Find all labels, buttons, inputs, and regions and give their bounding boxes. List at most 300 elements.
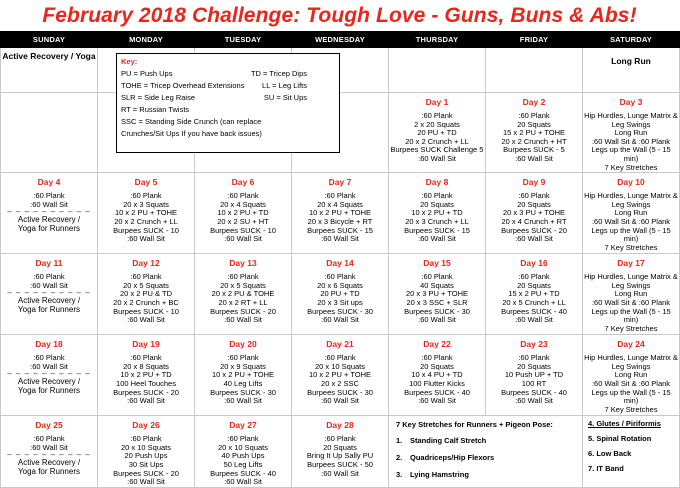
day-cell — [486, 254, 583, 335]
stretch-num: 2. — [396, 453, 403, 463]
day-number: Day 20 — [229, 339, 257, 350]
workout-line: :60 Plank — [227, 191, 259, 201]
key-row — [121, 92, 335, 104]
day-cell — [389, 173, 486, 254]
workout-line: Burpees SUCK - 40 — [501, 387, 567, 397]
stretch-item — [396, 469, 581, 480]
workout-line: 30 Sit Ups — [128, 459, 164, 469]
workout-line: :60 Plank — [518, 111, 550, 120]
workout-line: 7 Key Stretches — [604, 323, 658, 333]
dash-divider: – – – – – – – – – – — [7, 288, 91, 298]
day-cell — [195, 416, 292, 488]
day-cell — [195, 173, 292, 254]
workout-line: :60 Wall Sit — [418, 315, 456, 325]
workout-line: 15 x 2 PU + TD — [508, 289, 560, 299]
workout-line: 10 x 2 PU + TD — [411, 208, 463, 218]
workout-line: :60 Wall Sit — [30, 442, 68, 452]
day-cell — [195, 254, 292, 335]
workout-line: 7 Key Stretches — [604, 404, 658, 414]
workout-lines — [487, 112, 581, 164]
day-number: Day 6 — [231, 177, 255, 188]
calendar-grid — [0, 31, 680, 488]
workout-line: :60 Plank — [421, 111, 453, 120]
workout-lines — [390, 354, 484, 406]
workout-line: :60 Wall Sit — [321, 234, 359, 244]
workout-line: 15 x 2 PU + TOHE — [502, 128, 566, 138]
weekday-header: SUNDAY — [1, 32, 98, 48]
workout-line: :60 Plank — [324, 434, 356, 444]
active-recovery-label: Active Recovery / — [17, 215, 81, 225]
day-number: Day 5 — [134, 177, 158, 188]
workout-line: Bring It Up Sally PU — [306, 451, 374, 461]
workout-line: Hip Hurdles, Lunge Matrix & — [584, 272, 678, 282]
workout-line: Leg Swings — [611, 119, 651, 129]
day-cell — [292, 416, 389, 488]
workout-line: Burpees SUCK - 40 — [404, 387, 470, 397]
workout-line: 20 Squats — [517, 280, 551, 290]
day-cell — [389, 254, 486, 335]
workout-line: 20 x 3 Crunch + LL — [405, 216, 469, 226]
key-row — [121, 128, 335, 140]
day-number: Day 17 — [617, 258, 645, 269]
workout-line: :60 Wall Sit — [418, 153, 456, 163]
workout-line: :60 Plank — [421, 272, 453, 282]
day-number: Day 19 — [132, 339, 160, 350]
page-title: February 2018 Challenge: Tough Love - Guns, Buns & Abs! — [42, 4, 637, 27]
workout-line: :60 Wall Sit — [224, 315, 262, 325]
active-recovery-label: Yoga for Runners — [18, 305, 80, 315]
workout-line: 20 x 3 PU + TOHE — [405, 289, 469, 299]
day-cell — [292, 254, 389, 335]
workout-line: Burpees SUCK - 50 — [307, 459, 373, 469]
workout-line: :60 Wall Sit & :60 Plank — [591, 378, 671, 388]
day-cell — [98, 416, 195, 488]
workout-line: :60 Plank — [421, 191, 453, 201]
key-entry: TOHE = Tricep Overhead Extensions — [121, 81, 245, 90]
workout-line: :60 Wall Sit — [224, 396, 262, 406]
workout-line: 20 Push Ups — [124, 451, 168, 461]
workout-line: 20 x 4 Squats — [220, 199, 266, 209]
workout-line: Long Run — [614, 289, 648, 299]
day-cell — [98, 173, 195, 254]
workout-lines — [99, 192, 193, 244]
day-number: Day 28 — [326, 420, 354, 431]
workout-line: Leg Swings — [611, 199, 651, 209]
workout-line: :60 Plank — [421, 353, 453, 363]
workout-line: Burpees SUCK - 20 — [113, 387, 179, 397]
day-cell — [98, 254, 195, 335]
workout-line: :60 Plank — [227, 434, 259, 444]
day-number: Day 9 — [522, 177, 546, 188]
workout-lines — [390, 273, 484, 325]
stretch-label: Standing Calf Stretch — [410, 436, 487, 446]
workout-line: 7 Key Stretches — [604, 162, 658, 172]
workout-line: Long Run — [614, 208, 648, 218]
saturday-top-label: Long Run — [611, 56, 651, 66]
workout-line: 20 PU + TD — [417, 128, 457, 138]
weekday-header: SATURDAY — [583, 32, 680, 48]
workout-line: :60 Wall Sit & :60 Plank — [591, 136, 671, 146]
workout-line: :60 Wall Sit — [30, 280, 68, 290]
workout-line: Burpees SUCK - 30 — [404, 306, 470, 316]
workout-lines — [196, 354, 290, 406]
workout-line: Burpees SUCK - 5 — [503, 145, 565, 155]
sunday-top-label: Active Recovery / Yoga — [2, 51, 96, 61]
day-cell — [292, 335, 389, 416]
workout-line: :60 Plank — [130, 353, 162, 363]
workout-line: :60 Wall Sit — [321, 315, 359, 325]
workout-lines — [487, 192, 581, 244]
day-cell — [1, 93, 98, 173]
day-cell — [486, 173, 583, 254]
day-cell — [1, 335, 98, 416]
day-cell — [1, 254, 98, 335]
stretches-cell-right — [583, 416, 680, 488]
workout-line: Hip Hurdles, Lunge Matrix & — [584, 191, 678, 201]
workout-line: 10 Push UP + TD — [504, 370, 564, 380]
day-cell — [1, 173, 98, 254]
workout-line: :60 Plank — [130, 272, 162, 282]
workout-lines — [584, 192, 678, 252]
workout-line: Leg Swings — [611, 361, 651, 371]
day-number: Day 15 — [423, 258, 451, 269]
workout-line: Legs up the Wall (5 - 15 min) — [591, 225, 671, 244]
day-number: Day 24 — [617, 339, 645, 350]
empty-cell — [389, 48, 486, 93]
workout-line: :60 Wall Sit — [30, 361, 68, 371]
workout-line: 10 x 4 PU + TD — [411, 370, 463, 380]
workout-line: :60 Wall Sit & :60 Plank — [591, 297, 671, 307]
weekday-header: MONDAY — [98, 32, 195, 48]
day-number: Day 12 — [132, 258, 160, 269]
workout-line: 20 x 2 SU + HT — [217, 216, 269, 226]
weekday-header: TUESDAY — [195, 32, 292, 48]
workout-line: 40 Leg Lifts — [223, 378, 263, 388]
workout-line: 2 x 20 Squats — [414, 119, 460, 129]
day-number: Day 2 — [522, 97, 546, 107]
workout-line: 10 x 2 PU + TOHE — [308, 370, 372, 380]
workout-line: Burpees SUCK - 15 — [404, 225, 470, 235]
day-cell — [389, 335, 486, 416]
key-entry: SLR = Side Leg Raise — [121, 93, 196, 102]
key-row — [121, 104, 335, 116]
workout-lines — [196, 273, 290, 325]
workout-line: 20 x 2 Crunch + HT — [501, 136, 567, 146]
workout-line: Burpees SUCK - 30 — [307, 306, 373, 316]
active-recovery-label: Yoga for Runners — [18, 467, 80, 477]
day-number: Day 21 — [326, 339, 354, 350]
workout-lines — [293, 435, 387, 478]
workout-lines — [293, 273, 387, 325]
workout-lines — [196, 192, 290, 244]
workout-line: :60 Plank — [518, 353, 550, 363]
key-entry: TD = Tricep Dips — [250, 69, 307, 78]
day-number: Day 11 — [35, 258, 63, 269]
workout-line: 20 x 2 RT + LL — [218, 297, 268, 307]
workout-line: 20 x 2 PU & TOHE — [211, 289, 275, 299]
workout-line: :60 Wall Sit — [515, 315, 553, 325]
workout-line: Burpees SUCK - 20 — [501, 225, 567, 235]
workout-lines — [584, 354, 678, 414]
weekday-header: FRIDAY — [486, 32, 583, 48]
day-cell — [583, 173, 680, 254]
workout-line: :60 Plank — [518, 191, 550, 201]
week-row — [1, 416, 680, 488]
weekday-header: THURSDAY — [389, 32, 486, 48]
workout-line: 20 x 10 Squats — [314, 361, 366, 371]
workout-line: :60 Wall Sit — [127, 477, 165, 487]
workout-line: 20 Squats — [420, 361, 454, 371]
workout-line: 40 Push Ups — [221, 451, 265, 461]
workout-line: Burpees SUCK - 20 — [210, 306, 276, 316]
workout-line: 10 x 2 PU + TD — [120, 370, 172, 380]
workout-line: 20 x 3 PU + TOHE — [502, 208, 566, 218]
workout-lines — [487, 354, 581, 406]
day-cell — [583, 335, 680, 416]
workout-line: 20 x 6 Squats — [317, 280, 363, 290]
workout-line: Burpees SUCK - 40 — [210, 468, 276, 478]
workout-line: :60 Plank — [130, 434, 162, 444]
workout-line: :60 Wall Sit — [224, 234, 262, 244]
workout-line: :60 Wall Sit — [127, 396, 165, 406]
workout-line: 20 x 5 Squats — [123, 280, 169, 290]
workout-lines — [196, 435, 290, 487]
workout-line: 20 PU + TD — [320, 289, 360, 299]
stretch-item: 5. Spinal Rotation — [588, 434, 652, 444]
workout-line: Burpees SUCK - 40 — [501, 306, 567, 316]
workout-lines — [390, 192, 484, 244]
workout-lines — [99, 273, 193, 325]
key-row — [121, 80, 335, 92]
workout-line: 20 x 10 Squats — [217, 442, 269, 452]
stretch-item: 6. Low Back — [588, 449, 632, 459]
key-entry: RT = Russian Twists — [121, 105, 190, 114]
key-entry: PU = Push Ups — [121, 69, 173, 78]
workout-line: :60 Wall Sit & :60 Plank — [591, 216, 671, 226]
workout-line: 10 x 2 PU + TOHE — [211, 370, 275, 380]
workout-line: 20 Squats — [323, 442, 357, 452]
week-row — [1, 173, 680, 254]
workout-line: Legs up the Wall (5 - 15 min) — [591, 306, 671, 325]
workout-line: :60 Wall Sit — [321, 396, 359, 406]
workout-line: 20 x 4 Crunch + RT — [501, 216, 567, 226]
day-cell — [583, 93, 680, 173]
dash-divider: – – – – – – – – – – — [7, 450, 91, 460]
workout-line: 20 x 2 Crunch + LL — [405, 136, 469, 146]
workout-line: 20 Squats — [517, 199, 551, 209]
label-row — [1, 48, 680, 93]
workout-line: Hip Hurdles, Lunge Matrix & — [584, 111, 678, 120]
stretches-list — [390, 435, 581, 480]
weekday-header-row — [1, 32, 680, 48]
workout-line: Burpees SUCK Challenge 5 — [390, 145, 484, 155]
active-recovery-label: Active Recovery / — [17, 458, 81, 468]
workout-line: Legs up the Wall (5 - 15 min) — [591, 145, 671, 163]
workout-line: 20 x 5 Squats — [220, 280, 266, 290]
workout-line: :60 Wall Sit — [127, 234, 165, 244]
workout-lines — [293, 192, 387, 244]
workout-line: 20 x 3 SSC + SLR — [406, 297, 468, 307]
dash-divider: – – – – – – – – – – — [7, 207, 91, 217]
day-number: Day 4 — [37, 177, 61, 188]
week-row — [1, 335, 680, 416]
day-number: Day 1 — [425, 97, 449, 107]
stretches-title: 7 Key Stretches for Runners + Pigeon Pose: — [396, 420, 553, 430]
stretches-list-right — [584, 418, 678, 474]
workout-line: :60 Wall Sit — [418, 234, 456, 244]
workout-lines — [99, 354, 193, 406]
day-number: Day 14 — [326, 258, 354, 269]
active-recovery-label: Active Recovery / — [17, 296, 81, 306]
stretch-item — [396, 435, 581, 446]
workout-line: :60 Plank — [33, 272, 65, 282]
workout-line: 100 Flutter Kicks — [409, 378, 465, 388]
workout-line: Legs up the Wall (5 - 15 min) — [591, 387, 671, 406]
workout-line: 20 Squats — [517, 361, 551, 371]
day-cell — [389, 93, 486, 173]
active-recovery-label: Active Recovery / — [17, 377, 81, 387]
workout-line: :60 Wall Sit — [30, 199, 68, 209]
day-number: Day 25 — [35, 420, 63, 431]
key-row — [121, 116, 335, 128]
stretch-num: 3. — [396, 470, 403, 480]
active-recovery-label: Yoga for Runners — [18, 224, 80, 234]
workout-line: :60 Plank — [33, 353, 65, 363]
workout-line: 20 x 3 Bicycle + RT — [307, 216, 373, 226]
day-cell — [1, 416, 98, 488]
day-cell — [486, 93, 583, 173]
workout-lines — [99, 435, 193, 487]
workout-line: Burpees SUCK - 10 — [210, 225, 276, 235]
workout-line: Burpees SUCK - 30 — [210, 387, 276, 397]
stretch-num: 1. — [396, 436, 403, 446]
key-title: Key: — [121, 57, 138, 66]
saturday-top-cell — [583, 48, 680, 93]
workout-lines — [293, 354, 387, 406]
workout-line: 20 x 2 Crunch + LL — [114, 216, 178, 226]
workout-line: :60 Plank — [227, 353, 259, 363]
workout-lines — [584, 273, 678, 333]
workout-lines — [584, 112, 678, 172]
day-number: Day 7 — [328, 177, 352, 188]
workout-line: 40 Squats — [420, 280, 454, 290]
workout-line: 100 Heel Touches — [116, 378, 176, 388]
workout-line: 20 x 9 Squats — [220, 361, 266, 371]
day-number: Day 10 — [617, 177, 645, 188]
workout-line: :60 Plank — [227, 272, 259, 282]
workout-line: Long Run — [614, 370, 648, 380]
workout-line: 100 RT — [521, 378, 547, 388]
workout-line: 20 x 2 PU & TD — [120, 289, 172, 299]
stretch-item — [396, 452, 581, 463]
workout-line: 10 x 2 PU + TOHE — [114, 208, 178, 218]
workout-line: 20 x 8 Squats — [123, 361, 169, 371]
workout-line: :60 Plank — [518, 272, 550, 282]
workout-line: 20 x 10 Squats — [120, 442, 172, 452]
workout-line: :60 Plank — [324, 272, 356, 282]
day-number: Day 26 — [132, 420, 160, 431]
day-number: Day 8 — [425, 177, 449, 188]
workout-line: 20 Squats — [517, 119, 551, 129]
workout-line: Burpees SUCK - 10 — [113, 306, 179, 316]
workout-line: :60 Wall Sit — [515, 396, 553, 406]
workout-line: :60 Plank — [33, 434, 65, 444]
workout-line: :60 Plank — [324, 191, 356, 201]
workout-line: 10 x 2 PU + TD — [217, 208, 269, 218]
key-row — [121, 68, 335, 80]
sunday-top-cell — [1, 48, 98, 93]
workout-line: :60 Wall Sit — [127, 315, 165, 325]
day-cell — [583, 254, 680, 335]
workout-line: 20 x 4 Squats — [317, 199, 363, 209]
key-entry: SSC = Standing Side Crunch (can replace — [121, 117, 262, 126]
workout-line: 20 x 2 Crunch + BC — [113, 297, 179, 307]
workout-line: 20 x 3 Squats — [123, 199, 169, 209]
workout-line: :60 Wall Sit — [224, 477, 262, 487]
workout-line: :60 Wall Sit — [515, 234, 553, 244]
workout-line: 10 x 2 PU + TOHE — [308, 208, 372, 218]
workout-line: :60 Wall Sit — [515, 153, 553, 163]
week-row — [1, 93, 680, 173]
stretch-item: 7. IT Band — [588, 464, 624, 474]
key-entry: LL = Leg Lifts — [262, 81, 307, 90]
stretches-cell — [389, 416, 583, 488]
workout-line: Long Run — [614, 128, 648, 138]
workout-lines — [390, 112, 484, 164]
key-legend — [116, 53, 340, 153]
day-number: Day 23 — [520, 339, 548, 350]
workout-line: :60 Plank — [130, 191, 162, 201]
dash-divider: – – – – – – – – – – — [7, 369, 91, 379]
active-recovery-label: Yoga for Runners — [18, 386, 80, 396]
day-cell — [195, 335, 292, 416]
workout-line: Leg Swings — [611, 280, 651, 290]
day-number: Day 3 — [619, 97, 643, 107]
workout-line: :60 Plank — [324, 353, 356, 363]
workout-line: 20 x 2 SSC — [321, 378, 359, 388]
weekday-header: WEDNESDAY — [292, 32, 389, 48]
day-number: Day 22 — [423, 339, 451, 350]
day-number: Day 16 — [520, 258, 548, 269]
empty-cell — [486, 48, 583, 93]
workout-line: :60 Wall Sit — [321, 468, 359, 478]
day-number: Day 27 — [229, 420, 257, 431]
workout-line: :60 Wall Sit — [418, 396, 456, 406]
stretch-label: Lying Hamstring — [410, 470, 469, 480]
day-number: Day 18 — [35, 339, 63, 350]
key-entry: Crunches/Sit Ups If you have back issues) — [121, 129, 262, 138]
day-cell — [292, 173, 389, 254]
workout-line: Burpees SUCK - 15 — [307, 225, 373, 235]
workout-line: Burpees SUCK - 30 — [307, 387, 373, 397]
day-cell — [486, 335, 583, 416]
key-entry: SU = Sit Ups — [263, 93, 307, 102]
workout-line: Burpees SUCK - 10 — [113, 225, 179, 235]
stretch-label: Quadriceps/Hip Flexors — [410, 453, 495, 463]
workout-line: Hip Hurdles, Lunge Matrix & — [584, 353, 678, 363]
workout-lines — [487, 273, 581, 325]
workout-line: :60 Plank — [33, 191, 65, 201]
day-number: Day 13 — [229, 258, 257, 269]
workout-line: 20 Squats — [420, 199, 454, 209]
workout-line: 20 x 3 Sit ups — [317, 297, 363, 307]
day-cell — [98, 335, 195, 416]
stretch-item: 4. Glutes / Piriformis — [588, 419, 661, 429]
workout-line: 7 Key Stretches — [604, 242, 658, 252]
workout-line: 50 Leg Lifts — [223, 459, 263, 469]
week-row — [1, 254, 680, 335]
workout-line: Burpees SUCK - 20 — [113, 468, 179, 478]
